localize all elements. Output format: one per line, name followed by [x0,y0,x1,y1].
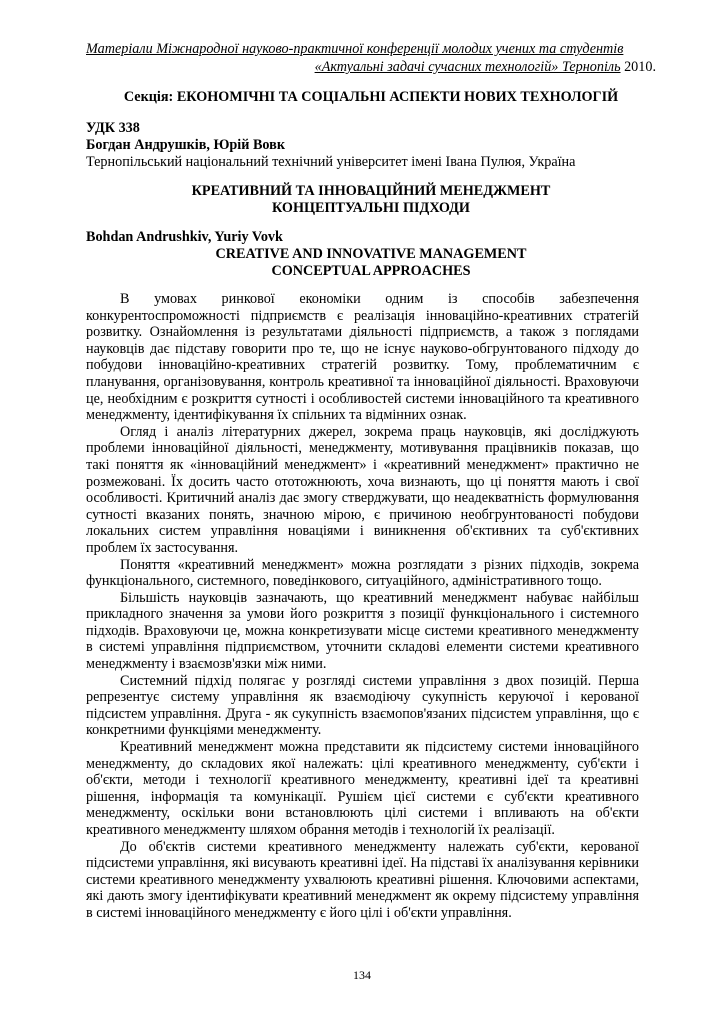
paragraph: Поняття «креативний менеджмент» можна розглядати з різних підходів, зокрема функціонального, системного, поведінкового, ситуаційного, адміністративного тощо. [86,556,639,590]
article-body [86,291,639,922]
page-number: 134 [353,968,371,982]
conference-year: 2010. [620,59,656,75]
section-heading: Секція: ЕКОНОМІЧНІ ТА СОЦІАЛЬНІ АСПЕКТИ НОВИХ ТЕХНОЛОГІЙ [123,89,619,105]
paragraph: Більшість науковців зазначають, що креативний менеджмент набуває найбільш прикладного значення за умови його розкриття з позиції функціонального і системного підходів. Враховуючи це, можна конкретизувати місце системи креативного менеджменту в системі управління підприємством, уточнити складові елементи системи креативного менеджменту і взаємозв'язки між ними. [86,589,639,673]
conference-name: Матеріали Міжнародної науково-практичної конференції молодих учених та студентів [86,41,624,57]
paragraph: Креативний менеджмент можна представити як підсистему системи інноваційного менеджменту, до складових якої належать: цілі креативного менеджменту, суб'єкти і об'єкти, методи і технології креативного менеджменту, креативні ідеї та креативні рішення, інформація та комунікації. Рушієм цієї системи є суб'єкти креативного менеджменту, оскільки вони встановлюють цілі системи і впливають на об'єкти креативного менеджменту шляхом обрання методів і технологій їх реалізації. [86,739,639,838]
title-ua-line2: КОНЦЕПТУАЛЬНІ ПІДХОДИ [272,200,470,216]
paragraph: До об'єктів системи креативного менеджменту належать суб'єкти, керованої підсистеми управління, які висувають креативні ідеї. На підставі їх аналізування керівники системи креативного менеджменту ухвалюють креативні рішення. Ключовими аспектами, які дають змогу ідентифікувати креативний менеджмент як окрему підсистему управління в системі інноваційного менеджменту є його цілі і об'єкти управління. [86,838,639,921]
conference-title: «Актуальні задачі сучасних технологій» Тернопіль [314,59,621,75]
title-en-line2: CONCEPTUAL APPROACHES [271,263,471,279]
paragraph: Системний підхід полягає у розгляді системи управління з двох позицій. Перша репрезентує систему управління як взаємодіючу сукупність керуючої і керованої підсистем управління. Друга - як сукупність взаємопов'язаних підсистем управління, що є конкретними функціями менеджменту. [86,672,639,739]
authors-en: Bohdan Andrushkiv, Yuriy Vovk [86,229,283,245]
running-header-line1 [86,40,656,58]
authors-ua: Богдан Андрушків, Юрій Вовк [86,137,286,153]
paragraph: Огляд і аналіз літературних джерел, зокрема праць науковців, які досліджують проблеми інноваційної діяльності, менеджменту, мотивування працівників показав, що такі поняття як «інноваційний менеджмент» і «креативний менеджмент» практично не розмежовані. Їх досить часто ототожнюють, хоча визнають, що ці поняття мають і свої особливості. Критичний аналіз дає змогу стверджувати, що неадекватність формулювання сутності вказаних понять, значною мірою, є причиною необгрунтованості побудови локальних систем управління новаціями і виникнення об'єктивних та суб'єктивних проблем їх застосування. [86,423,639,556]
paragraph: В умовах ринкової економіки одним із способів забезпечення конкурентоспроможності підприємств є реалізація інноваційно-креативних стратегій розвитку. Ознайомлення із результатами діяльності підприємств, а також з поглядами науковців дає підставу говорити про те, що не існує науково-обгрунтованого підходу до побудови інноваційно-креативних стратегій розвитку. Тому, проблематичним є планування, організовування, контроль креативної та інноваційної діяльності. Враховуючи це, необхідним є розкриття сутності і особливостей системи інноваційного та креативного менеджменту, ідентифікування їх спільних та відмінних ознак. [86,291,639,424]
udk-code: УДК 338 [86,120,140,136]
title-ua-line1: КРЕАТИВНИЙ ТА ІННОВАЦІЙНИЙ МЕНЕДЖМЕНТ [191,183,551,199]
affiliation: Тернопільський національний технічний університет імені Івана Пулюя, Україна [86,154,576,170]
running-header-line2 [86,58,656,76]
title-en-line1: CREATIVE AND INNOVATIVE MANAGEMENT [215,246,527,262]
